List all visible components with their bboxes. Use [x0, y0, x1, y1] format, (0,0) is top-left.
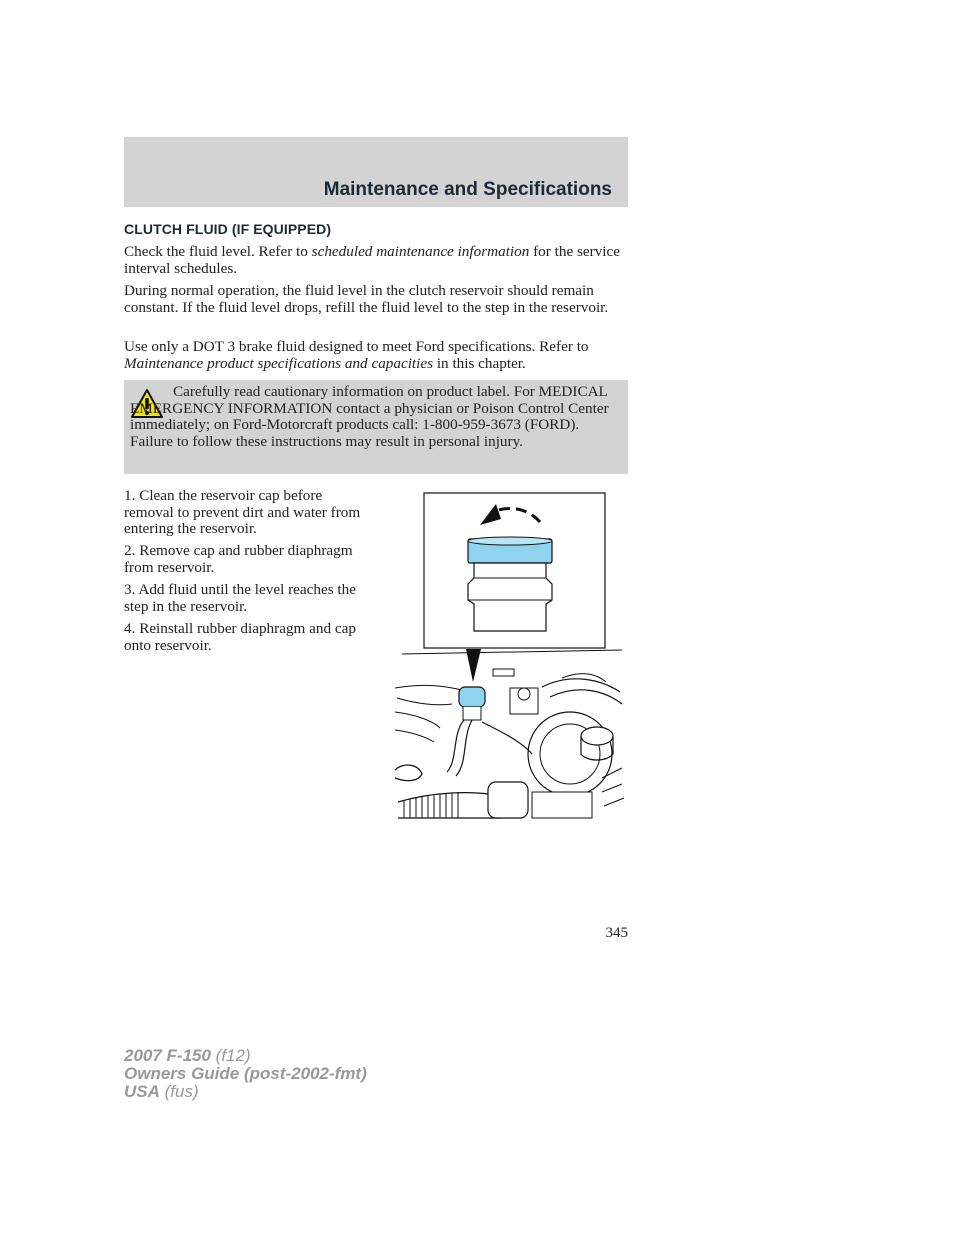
- header-band: [124, 137, 628, 207]
- reference-product-specifications: Maintenance product specifications and capacities: [124, 354, 434, 372]
- paragraph-text: in this chapter.: [433, 354, 526, 372]
- callout-pointer: [466, 649, 481, 682]
- clutch-reservoir-illustration: [392, 492, 632, 822]
- document-footer: [124, 1047, 367, 1101]
- footer-line-3: [124, 1083, 367, 1101]
- section-title: CLUTCH FLUID (IF EQUIPPED): [124, 221, 332, 237]
- page-header-title: Maintenance and Specifications: [323, 179, 612, 200]
- reservoir-location: [459, 687, 485, 707]
- step-item: 2. Remove cap and rubber diaphragm from reservoir.: [124, 542, 353, 576]
- step-item: 4. Reinstall rubber diaphragm and cap onto reservoir.: [124, 620, 356, 654]
- paragraph-dot3: [124, 339, 628, 372]
- paragraph-normal-operation: During normal operation, the fluid level in the clutch reservoir should remain constant. If the fluid level drops, refill the fluid level to the step in the reservoir.: [124, 282, 609, 316]
- warning-box: [124, 380, 628, 474]
- paragraph-check-fluid: [124, 244, 628, 277]
- reservoir-body: [468, 563, 552, 631]
- reference-scheduled-maintenance: scheduled maintenance information: [311, 243, 530, 260]
- step-item: 3. Add fluid until the level reaches the step in the reservoir.: [124, 581, 356, 615]
- warning-text: Carefully read cautionary information on product label. For MEDICAL EMERGENCY INFORMATION contact a physician or Poison Control Center immediately; on Ford-Motorcraft products call: 1-800-959-3673 (FORD). Failure to follow these instructions may result in personal injury.: [130, 383, 609, 450]
- footer-code: (f12): [210, 1046, 251, 1065]
- paragraph-text: for the service interval schedules.: [124, 243, 620, 277]
- footer-model: 2007 F-150: [124, 1046, 211, 1065]
- paragraph-text: Use only a DOT 3 brake fluid designed to meet Ford specifications. Refer to: [124, 338, 589, 355]
- footer-market-code: (fus): [159, 1082, 199, 1101]
- step-item: 1. Clean the reservoir cap before removal to prevent dirt and water from entering the reservoir.: [124, 487, 361, 537]
- footer-line-2: Owners Guide (post-2002-fmt): [124, 1064, 367, 1083]
- paragraph-text: Check the fluid level. Refer to: [124, 243, 312, 260]
- footer-market: USA: [124, 1082, 160, 1101]
- footer-line-1: [124, 1047, 367, 1065]
- page-number: 345: [605, 925, 628, 941]
